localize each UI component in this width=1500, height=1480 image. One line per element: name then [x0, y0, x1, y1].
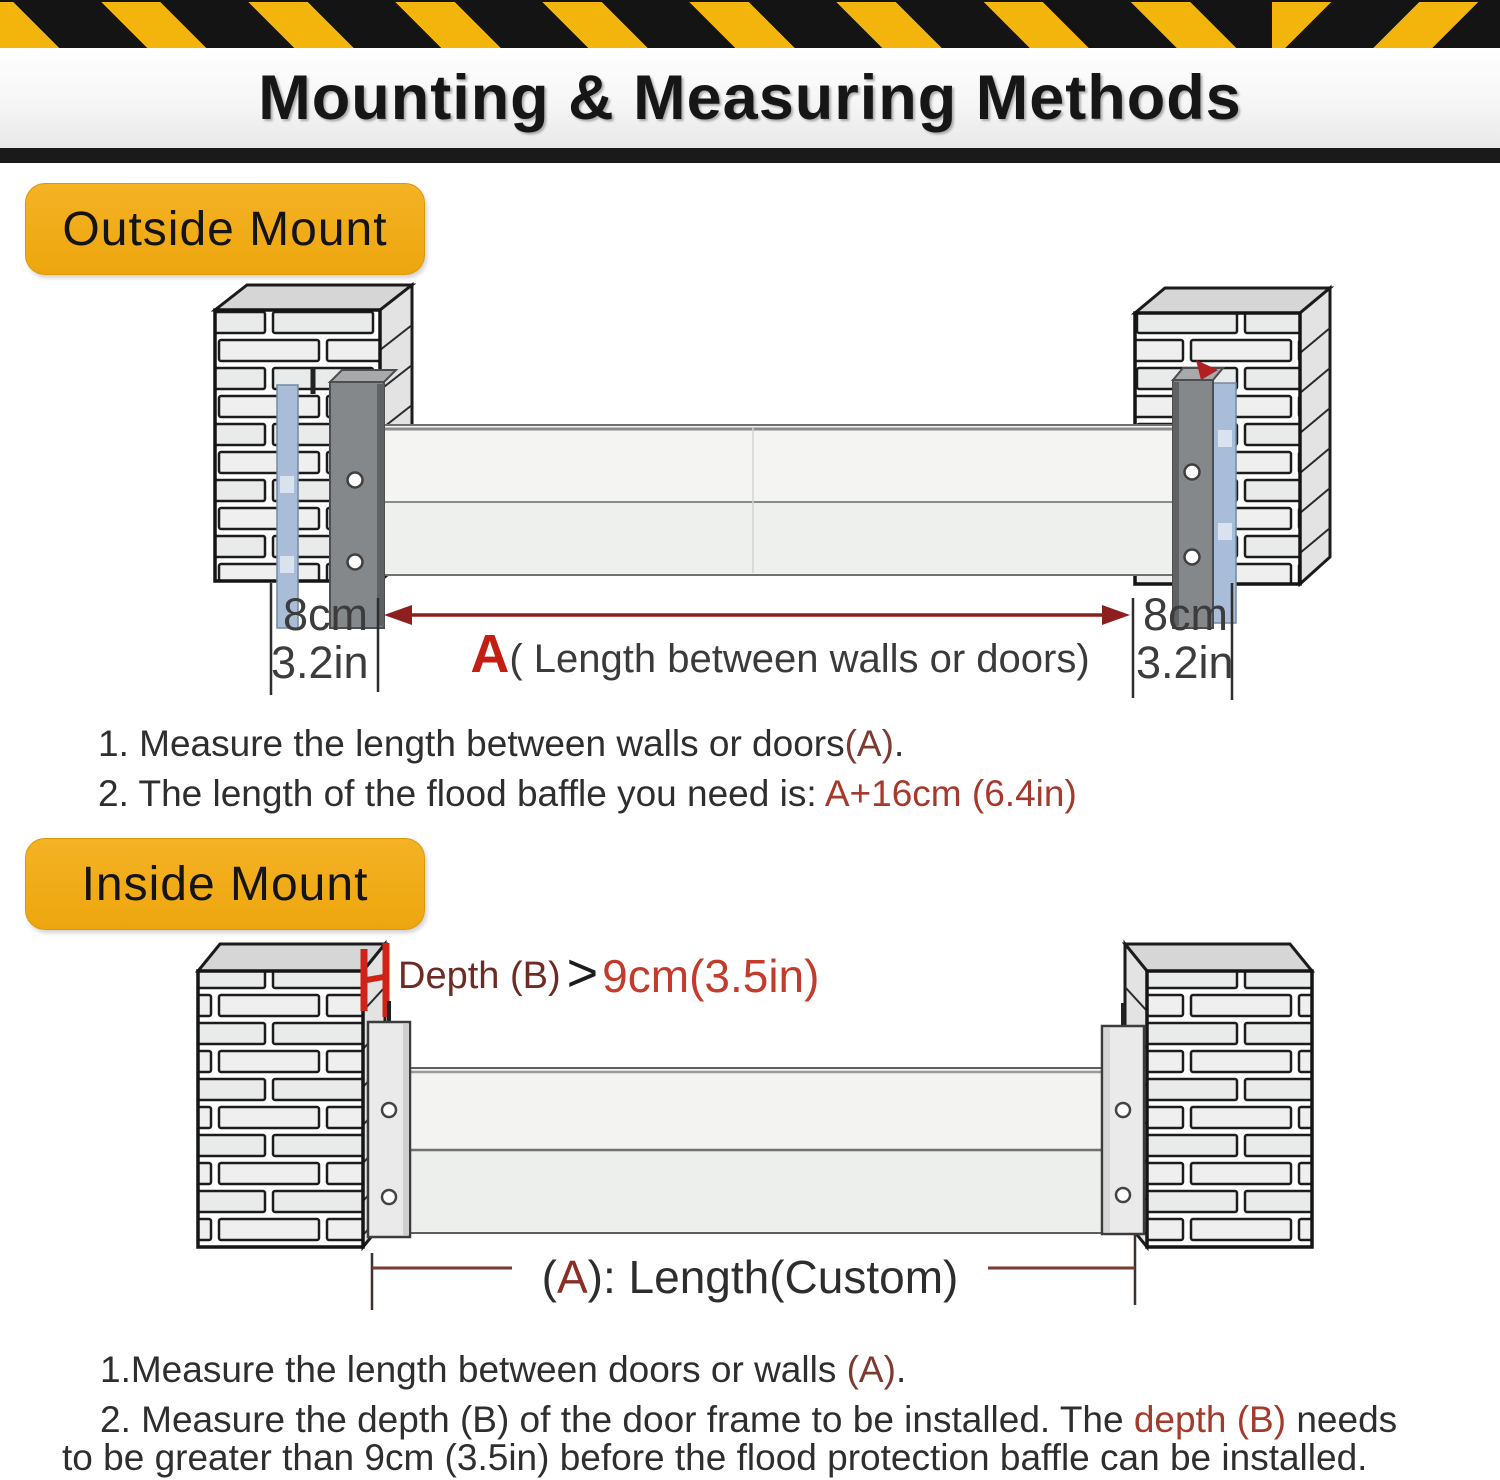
screw-hole	[1185, 465, 1200, 480]
inside-step-2-continuation: to be greater than 9cm (3.5in) before the flood protection baffle can be installed.	[62, 1437, 1368, 1478]
outside-right-dim-cm: 8cm	[1143, 589, 1229, 640]
caution-tape-right-segment	[1272, 2, 1500, 48]
inside-flood-baffle	[405, 1068, 1107, 1233]
screw-hole	[348, 555, 363, 570]
inside-step-2-text: 2. Measure the depth (B) of the door frame to be installed. The	[100, 1399, 1134, 1440]
inside-step-2-em: depth (B)	[1133, 1399, 1287, 1440]
outside-step-1-text: 1. Measure the length between walls or doors	[98, 723, 845, 764]
screw-hole	[1185, 550, 1200, 565]
inside-left-pillar	[198, 944, 385, 1247]
banner-divider-bar	[0, 148, 1500, 163]
inside-mount-badge-label: Inside Mount	[81, 857, 369, 911]
inside-right-bracket	[1102, 1003, 1144, 1234]
inside-step-1-em: (A)	[846, 1349, 896, 1390]
length-custom-text: ): Length(Custom)	[587, 1251, 959, 1303]
outside-mount-badge	[25, 183, 425, 275]
inside-step-2-tail: needs	[1286, 1399, 1398, 1440]
outside-left-dim-in: 3.2in	[271, 637, 369, 688]
length-a-letter: A	[470, 624, 510, 684]
outside-flood-baffle	[337, 425, 1180, 575]
length-a-label	[430, 622, 1130, 687]
outside-step-1-em: (A)	[844, 723, 894, 764]
caution-tape	[0, 0, 1500, 50]
depth-b-label	[398, 944, 819, 1008]
screw-hole	[348, 473, 363, 488]
depth-b-text: Depth (B)	[398, 954, 561, 997]
page-title: Mounting & Measuring Methods	[258, 63, 1242, 133]
outside-step-1	[98, 722, 904, 766]
screw-hole	[382, 1103, 396, 1117]
title-banner	[0, 48, 1500, 148]
outside-step-1-period: .	[893, 723, 905, 764]
greater-than-sign: >	[566, 943, 599, 1003]
outside-mount-badge-label: Outside Mount	[62, 202, 388, 256]
outside-left-dim-cm: 8cm	[283, 589, 369, 640]
caution-tape-left-segment	[0, 2, 1285, 48]
length-custom-open: (	[541, 1251, 557, 1303]
screw-hole	[1116, 1188, 1130, 1202]
inside-step-1-text: 1.Measure the length between doors or walls	[100, 1349, 847, 1390]
length-custom-letter: A	[556, 1251, 588, 1303]
outside-step-2	[98, 772, 1077, 816]
length-custom-label	[440, 1250, 1060, 1304]
inside-step-2-line-2	[62, 1436, 1367, 1480]
outside-step-2-em: A+16cm (6.4in)	[824, 773, 1077, 814]
inside-step-1-period: .	[895, 1349, 907, 1390]
inside-step-1	[100, 1348, 906, 1392]
depth-b-value: 9cm(3.5in)	[602, 950, 820, 1002]
inside-right-pillar	[1125, 944, 1312, 1247]
inside-mount-badge	[25, 838, 425, 930]
outside-step-2-text: 2. The length of the flood baffle you need is:	[98, 773, 825, 814]
outside-right-dim-in: 3.2in	[1136, 637, 1234, 688]
screw-hole	[1116, 1103, 1130, 1117]
screw-hole	[382, 1190, 396, 1204]
inside-left-bracket	[368, 1001, 410, 1237]
length-a-text: ( Length between walls or doors)	[509, 637, 1090, 681]
